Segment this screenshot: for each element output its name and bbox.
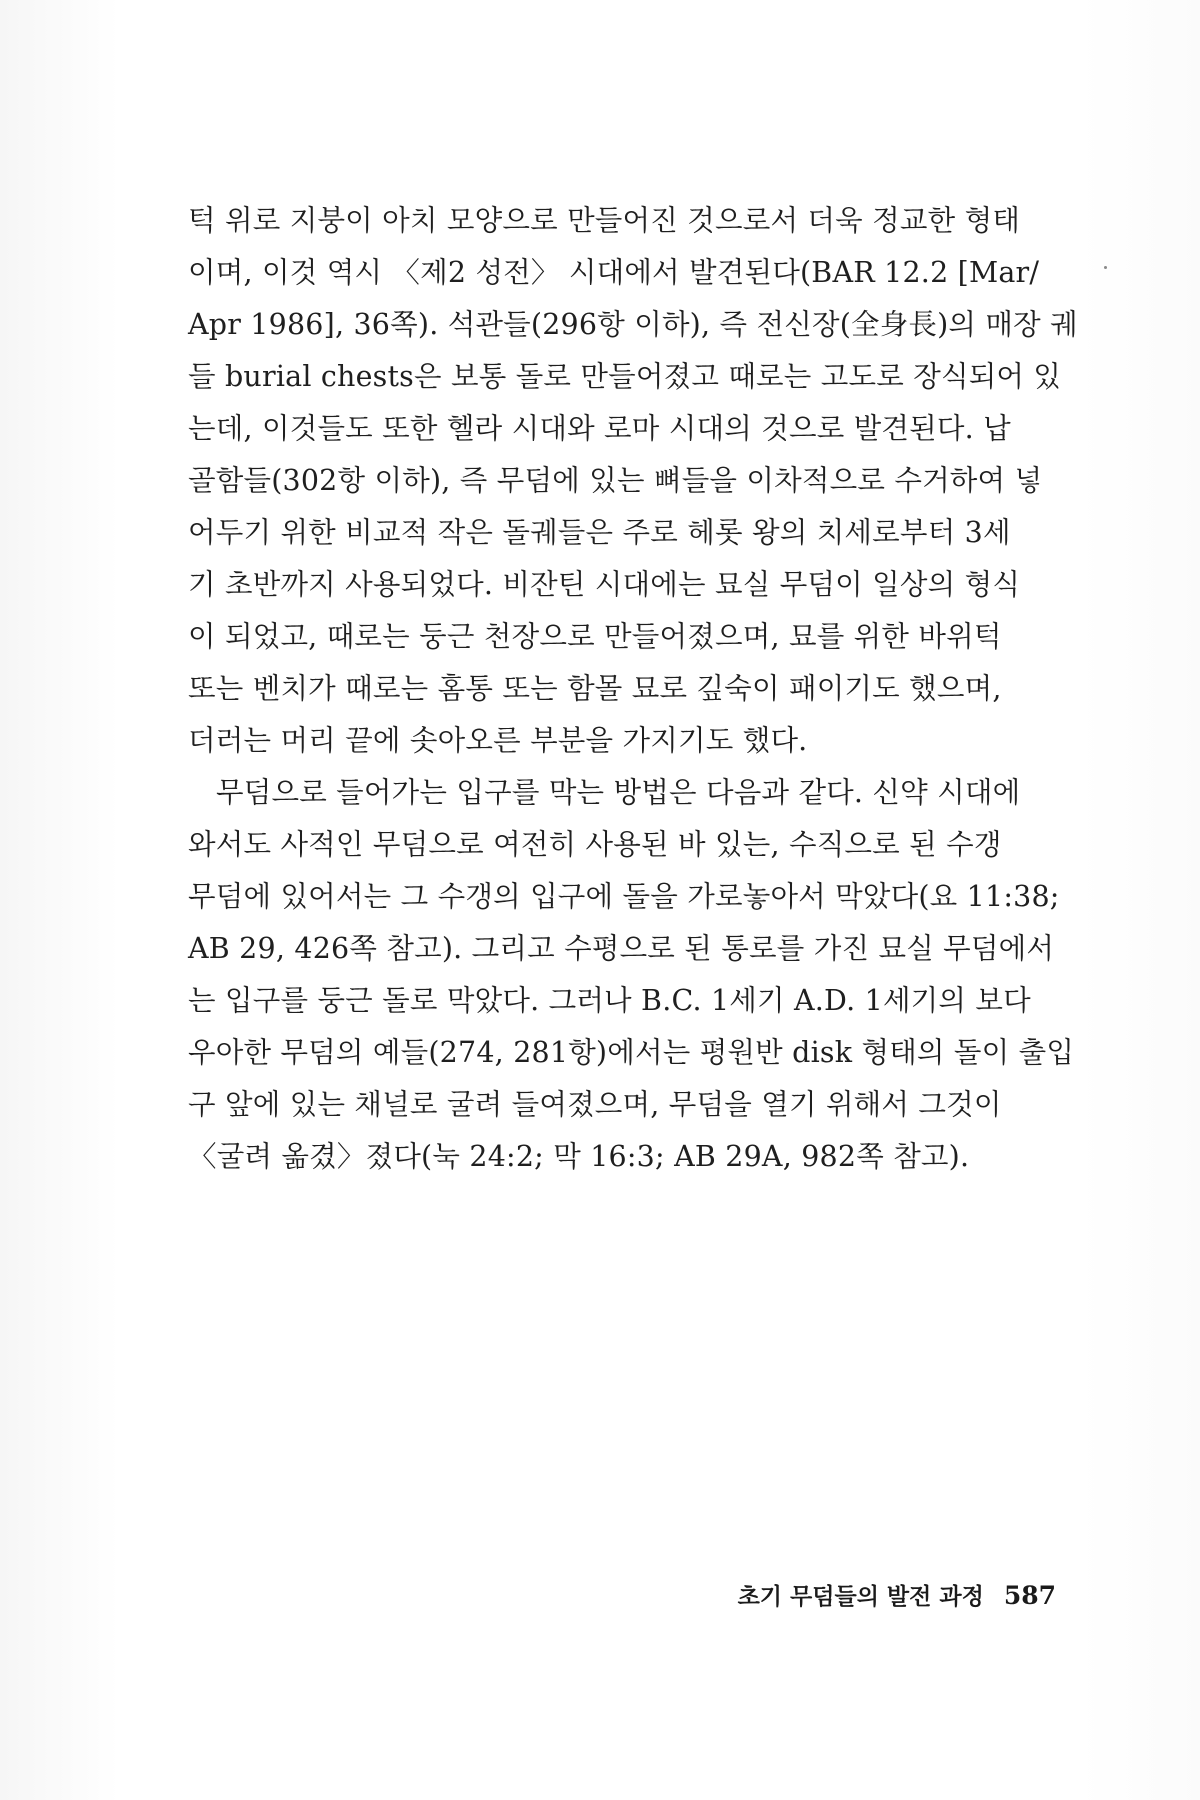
- text-line: 이 되었고, 때로는 둥근 천장으로 만들어졌으며, 묘를 위한 바위턱: [188, 620, 1002, 653]
- text-line: 더러는 머리 끝에 솟아오른 부분을 가지기도 했다.: [188, 724, 808, 757]
- text-line: 턱 위로 지붕이 아치 모양으로 만들어진 것으로서 더욱 정교한 형태: [188, 204, 1021, 237]
- text-line: 와서도 사적인 무덤으로 여전히 사용된 바 있는, 수직으로 된 수갱: [188, 828, 1002, 861]
- text-line: 이며, 이것 역시 〈제2 성전〉 시대에서 발견된다(BAR 12.2 [Mar/: [188, 256, 1040, 289]
- text-line: 구 앞에 있는 채널로 굴려 들여졌으며, 무덤을 열기 위해서 그것이: [188, 1088, 1002, 1121]
- margin-mark: [1104, 266, 1107, 269]
- body-text: [188, 195, 1078, 1183]
- text-line: AB 29, 426쪽 참고). 그리고 수평으로 된 통로를 가진 묘실 무덤에서: [188, 932, 1055, 965]
- text-line: 또는 벤치가 때로는 홈통 또는 함몰 묘로 깊숙이 패이기도 했으며,: [188, 672, 1002, 705]
- paragraph-first-line: 무덤으로 들어가는 입구를 막는 방법은 다음과 같다. 신약 시대에: [216, 776, 1021, 809]
- text-line: 우아한 무덤의 예들(274, 281항)에서는 평원반 disk 형태의 돌이 출입: [188, 1036, 1075, 1069]
- text-line: 는데, 이것들도 또한 헬라 시대와 로마 시대의 것으로 발견된다. 납: [188, 412, 1011, 445]
- text-line: 〈굴려 옮겼〉졌다(눅 24:2; 막 16:3; AB 29A, 982쪽 참고).: [188, 1140, 970, 1173]
- running-title: 초기 무덤들의 발전 과정: [737, 1584, 984, 1610]
- text-line: 어두기 위한 비교적 작은 돌궤들은 주로 헤롯 왕의 치세로부터 3세: [188, 516, 1011, 549]
- text-line: 는 입구를 둥근 돌로 막았다. 그러나 B.C. 1세기 A.D. 1세기의 보다: [188, 984, 1031, 1017]
- text-line: 들 burial chests은 보통 돌로 만들어졌고 때로는 고도로 장식되어 있: [188, 360, 1062, 393]
- text-line: Apr 1986], 36쪽). 석관들(296항 이하), 즉 전신장(全身長)의 매장 궤: [188, 308, 1078, 341]
- page-number: 587: [1003, 1581, 1056, 1610]
- text-line: 무덤에 있어서는 그 수갱의 입구에 돌을 가로놓아서 막았다(요 11:38;: [188, 880, 1060, 913]
- text-line: 기 초반까지 사용되었다. 비잔틴 시대에는 묘실 무덤이 일상의 형식: [188, 568, 1021, 601]
- text-line: 골함들(302항 이하), 즉 무덤에 있는 뼈들을 이차적으로 수거하여 넣: [188, 464, 1043, 497]
- page-footer: [700, 1578, 1056, 1611]
